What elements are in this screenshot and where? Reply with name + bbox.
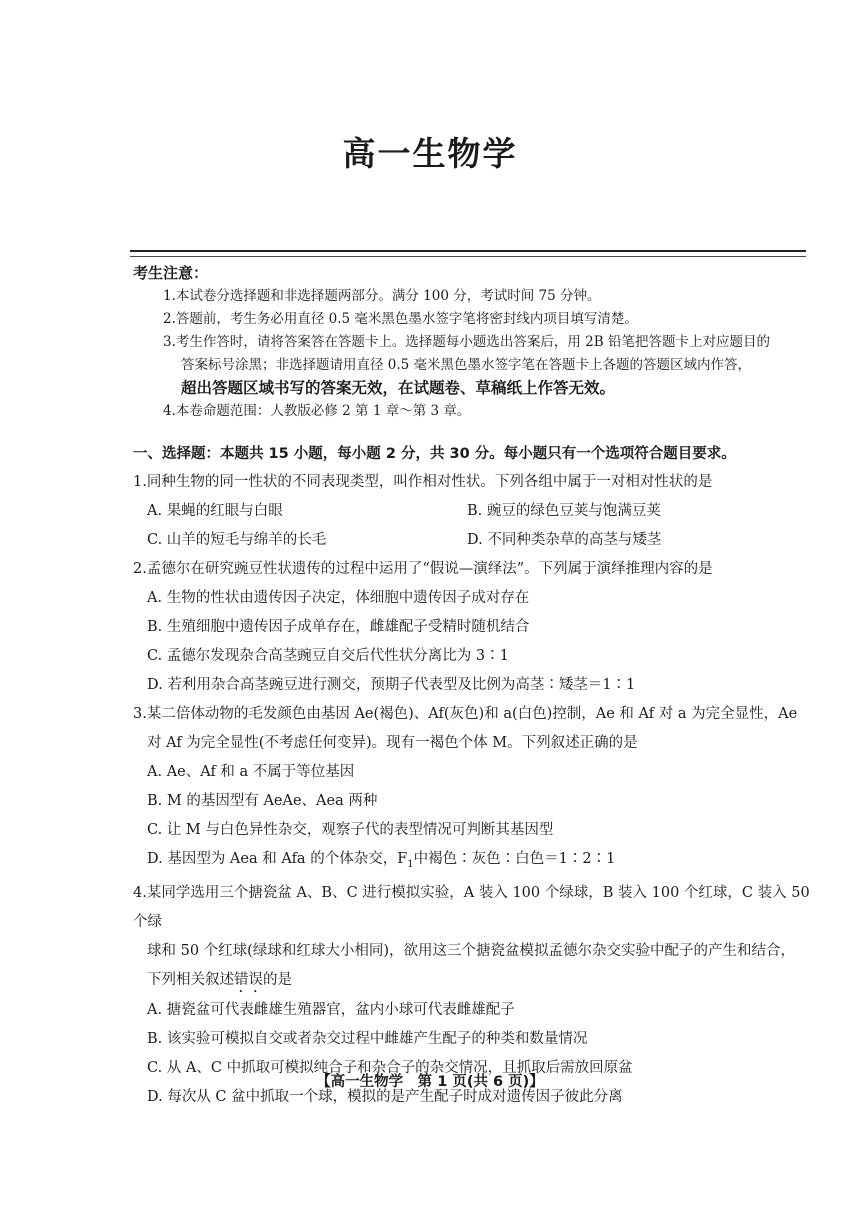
question-2-option-a: A. 生物的性状由遗传因子决定，体细胞中遗传因子成对存在: [147, 590, 530, 606]
question-3-option-b: B. M 的基因型有 AeAe、Aea 两种: [147, 793, 378, 809]
question-2-option-d: D. 若利用杂合高茎豌豆进行测交，预期子代表型及比例为高茎∶矮茎＝1∶1: [147, 677, 636, 693]
question-4-stem-cont-2: [133, 966, 813, 996]
page-footer: 【高一生物学 第 1 页(共 6 页)】: [316, 1074, 544, 1090]
section-heading: 一、选择题：本题共 15 小题，每小题 2 分，共 30 分。每小题只有一个选项符合题目要求。: [133, 446, 736, 462]
question-2-stem: 2.孟德尔在研究豌豆性状遗传的过程中运用了“假说—演绎法”。下列属于演绎推理内容的是: [133, 561, 713, 577]
question-2-option-b: B. 生殖细胞中遗传因子成单存在，雌雄配子受精时随机结合: [147, 619, 530, 635]
header-rule-thick: [130, 250, 806, 252]
page-title: 高一生物学: [342, 134, 518, 173]
notice-heading: 考生注意：: [133, 264, 209, 282]
notice-item-3-cont: 答案标号涂黑；非选择题请用直径 0.5 毫米黑色墨水签字笔在答题卡上各题的答题区域内作答，: [181, 357, 752, 373]
question-1-option-a: A. 果蝇的红眼与白眼: [147, 503, 283, 519]
question-4-option-d: D. 每次从 C 盆中抓取一个球，模拟的是产生配子时成对遗传因子彼此分离: [147, 1088, 623, 1105]
question-4-stem-cont-1: 球和 50 个红球(绿球和红球大小相同)，欲用这三个搪瓷盆模拟孟德尔杂交实验中配子的产生和结合，: [147, 942, 795, 959]
notice-item-3: 3.考生作答时，请将答案答在答题卡上。选择题每小题选出答案后，用 2B 铅笔把答题卡上对应题目的: [163, 334, 770, 350]
question-2-option-c: C. 孟德尔发现杂合高茎豌豆自交后代性状分离比为 3∶1: [147, 648, 509, 664]
question-4-stem: 4.某同学选用三个搪瓷盆 A、B、C 进行模拟实验，A 装入 100 个绿球，B 装入 100 个红球，C 装入 50 个绿: [133, 884, 810, 930]
question-3-option-d: [133, 845, 813, 879]
question-3-stem: 3.某二倍体动物的毛发颜色由基因 Ae(褐色)、Af(灰色)和 a(白色)控制，Ae 和 Af 对 a 为完全显性，Ae: [133, 706, 798, 722]
question-3-stem-cont: 对 Af 为完全显性(不考虑任何变异)。现有一褐色个体 M。下列叙述正确的是: [147, 735, 638, 751]
question-4-option-b: B. 该实验可模拟自交或者杂交过程中雌雄产生配子的种类和数量情况: [147, 1030, 588, 1047]
question-3-option-d-text: D. 基因型为 Aea 和 Afa 的个体杂交，F: [147, 851, 408, 867]
subscript-1: 1: [407, 858, 414, 870]
question-1-stem: 1.同种生物的同一性状的不同表现类型，叫作相对性状。下列各组中属于一对相对性状的是: [133, 474, 713, 490]
question-list: [133, 468, 813, 1112]
emphasis-word: 错误: [234, 971, 263, 988]
question-1-option-d: D. 不同种类杂草的高茎与矮茎: [467, 532, 662, 548]
question-1-option-b: B. 豌豆的绿色豆荚与饱满豆荚: [467, 503, 661, 519]
question-4-option-a: A. 搪瓷盆可代表雌雄生殖器官，盆内小球可代表雌雄配子: [147, 1001, 515, 1018]
exam-notice: [133, 262, 813, 423]
question-1-options-row-1: [133, 497, 813, 526]
question-4-stem-prefix: 下列相关叙述: [147, 971, 234, 988]
notice-item-4: 4.本卷命题范围：人教版必修 2 第 1 章～第 3 章。: [163, 403, 471, 419]
notice-item-2: 2.答题前，考生务必用直径 0.5 毫米黑色墨水签字笔将密封线内项目填写清楚。: [163, 311, 638, 327]
question-4-option-c: C. 从 A、C 中抓取可模拟纯合子和杂合子的杂交情况，且抓取后需放回原盆: [147, 1059, 633, 1076]
question-1-option-c: C. 山羊的短毛与绵羊的长毛: [147, 532, 327, 548]
header-rule-thin: [130, 256, 806, 257]
question-3-option-c: C. 让 M 与白色异性杂交，观察子代的表型情况可判断其基因型: [147, 822, 554, 838]
question-1-options-row-2: [133, 526, 813, 555]
notice-item-1: 1.本试卷分选择题和非选择题两部分。满分 100 分，考试时间 75 分钟。: [163, 288, 601, 304]
question-3-option-d-ratio: 中褐色∶灰色∶白色＝1∶2∶1: [413, 851, 616, 867]
question-3-option-a: A. Ae、Af 和 a 不属于等位基因: [147, 764, 355, 780]
question-4-stem-suffix: 的是: [263, 971, 292, 988]
notice-item-3-emphasis: 超出答题区域书写的答案无效，在试题卷、草稿纸上作答无效。: [181, 379, 616, 397]
